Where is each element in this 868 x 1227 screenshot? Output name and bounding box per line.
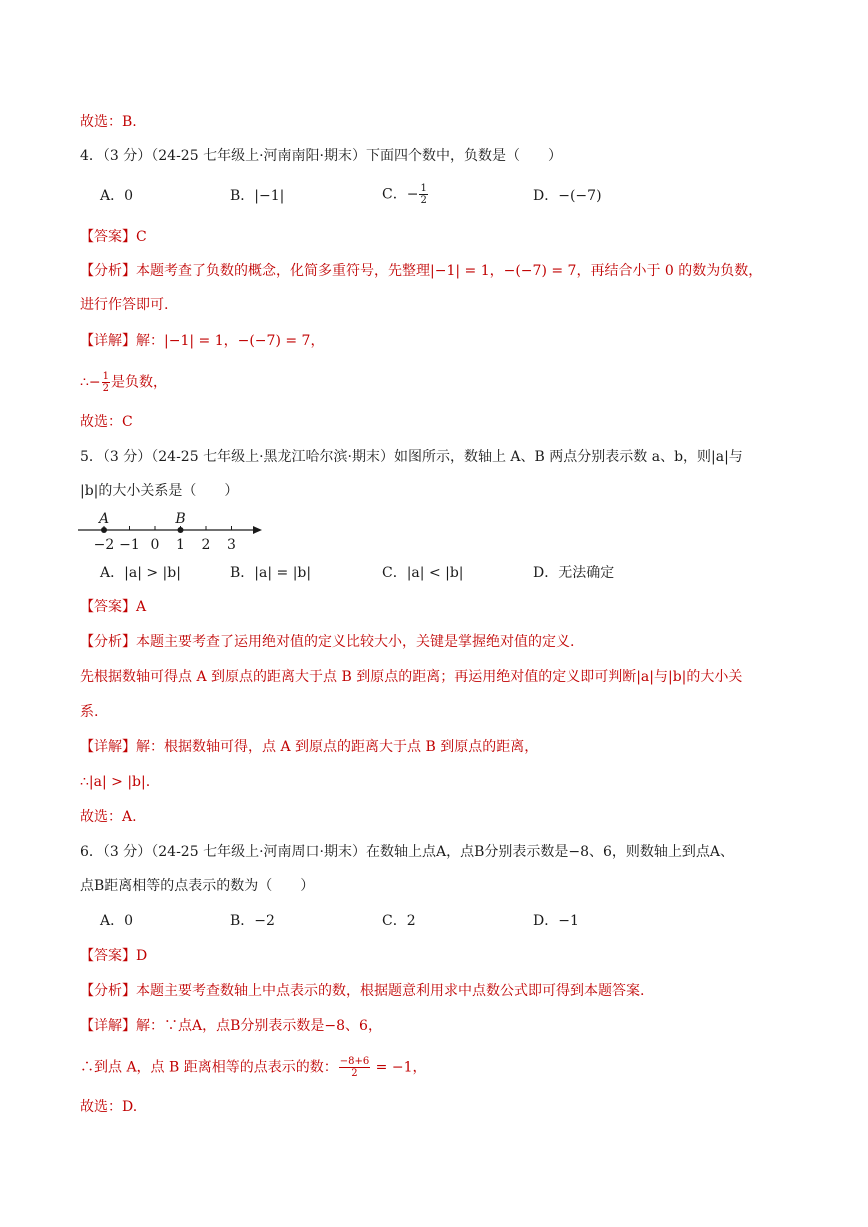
option-value: 2 (406, 913, 416, 929)
option-value: |a| = |b| (254, 565, 312, 581)
q6-stem-line1: 6．（3 分）（24-25 七年级上·河南周口·期末）在数轴上点A，点B分别表示数是−8、6，则数轴上到点A、 (80, 844, 735, 860)
q5-final-answer: 故选：A. (80, 809, 137, 825)
q4-analysis-line2: 进行作答即可. (80, 297, 169, 313)
q6-final-answer: 故选：D. (80, 1099, 138, 1115)
option-value: |a| < |b| (406, 565, 464, 581)
q6-option-a (100, 911, 133, 931)
option-value: |−1| (254, 188, 285, 204)
fraction-numerator: −8+6 (339, 1056, 370, 1067)
q6-detail-line2 (80, 1056, 427, 1079)
option-letter: D． (533, 913, 559, 929)
point-b-dot (178, 527, 184, 533)
q3-final-answer: 故选：B. (80, 114, 137, 130)
point-a-label: A (98, 511, 110, 527)
option-value: 0 (124, 913, 134, 929)
option-letter: B． (230, 188, 255, 204)
fraction-numerator: 1 (102, 371, 110, 382)
detail-prefix: ∴到点 A，点 B 距离相等的点表示的数： (80, 1059, 338, 1076)
axis-tick-label: −2 (93, 537, 115, 553)
q5-analysis-line2: 先根据数轴可得点 A 到原点的距离大于点 B 到原点的距离；再运用绝对值的定义即可判断|a|与|b|的大小关 (80, 669, 743, 685)
q6-analysis-line1 (80, 981, 644, 1001)
axis-tick-label: 3 (227, 537, 236, 553)
q5-stem-line1: 5．（3 分）（24-25 七年级上·黑龙江哈尔滨·期末）如图所示，数轴上 A、B 两点分别表示数 a、b，则|a|与 (80, 449, 743, 465)
point-a-dot (101, 527, 107, 533)
detail-suffix: = −1， (371, 1059, 427, 1076)
axis-tick-label: 2 (201, 537, 211, 553)
option-sign: − (406, 186, 419, 203)
detail-tag: 【详解】 (80, 333, 136, 349)
option-letter: B． (230, 913, 255, 929)
q6-stem-line2: 点B距离相等的点表示的数为（ ） (80, 878, 315, 894)
option-letter: B． (230, 565, 255, 581)
q5-stem-line2: |b|的大小关系是（ ） (80, 483, 239, 499)
q5-detail-line1 (80, 737, 538, 757)
detail-prefix: ∴− (80, 374, 101, 391)
analysis-text: 本题主要考查数轴上中点表示的数，根据题意利用求中点数公式即可得到本题答案. (136, 983, 645, 999)
q4-answer: 【答案】C (80, 229, 147, 245)
q4-stem: 4．（3 分）（24-25 七年级上·河南南阳·期末）下面四个数中，负数是（ ） (80, 148, 562, 164)
option-value: 0 (124, 188, 134, 204)
fraction-denominator: 2 (420, 195, 427, 206)
detail-text: 解：∵点A，点B分别表示数是−8、6， (136, 1018, 382, 1034)
q6-option-b (230, 911, 275, 931)
analysis-tag: 【分析】 (80, 983, 136, 999)
q5-answer: 【答案】A (80, 599, 147, 615)
analysis-tag: 【分析】 (80, 263, 136, 279)
axis-tick-label: 1 (176, 537, 185, 553)
option-letter: C． (382, 186, 407, 203)
q4-option-a (100, 186, 133, 206)
option-value: |a| > |b| (124, 565, 181, 581)
axis-tick-label: −1 (119, 537, 140, 553)
detail-suffix: 是负数， (111, 374, 168, 391)
option-letter: A． (100, 913, 125, 929)
option-letter: A． (100, 565, 125, 581)
option-letter: A． (100, 188, 125, 204)
q5-option-b (230, 563, 311, 583)
q4-final-answer: 故选：C (80, 414, 133, 430)
q4-analysis-line1 (80, 261, 762, 281)
q6-answer: 【答案】D (80, 948, 148, 964)
detail-text: 解：|−1| = 1，−(−7) = 7， (136, 333, 325, 349)
option-value: −1 (558, 913, 579, 929)
fraction-denominator: 2 (351, 1068, 358, 1079)
option-letter: D． (533, 188, 559, 204)
q5-analysis-line1 (80, 632, 574, 652)
fraction (419, 183, 427, 206)
q4-detail-line2 (80, 371, 167, 394)
axis-arrow (253, 526, 262, 534)
q6-option-c (382, 911, 416, 931)
q4-detail-line1 (80, 331, 324, 351)
option-letter: C． (382, 565, 407, 581)
q4-option-c (382, 183, 429, 206)
fraction (102, 371, 110, 394)
q4-option-d (533, 186, 602, 206)
point-b-label: B (175, 511, 186, 527)
detail-tag: 【详解】 (80, 739, 136, 755)
option-value: −2 (254, 913, 275, 929)
fraction-numerator: 1 (420, 183, 427, 194)
axis-tick-label: 0 (150, 537, 160, 553)
fraction-denominator: 2 (102, 383, 110, 394)
q5-option-a (100, 563, 181, 583)
option-letter: D． (533, 565, 559, 581)
analysis-tag: 【分析】 (80, 634, 136, 650)
fraction (339, 1056, 370, 1079)
q5-option-d (533, 563, 614, 583)
option-letter: C． (382, 913, 407, 929)
q5-option-c (382, 563, 464, 583)
q6-detail-line1 (80, 1016, 382, 1036)
number-line-figure (72, 505, 272, 555)
analysis-text: 本题考查了负数的概念，化简多重符号，先整理|−1| = 1，−(−7) = 7，再结合小于 0 的数为负数， (136, 263, 763, 279)
q6-option-d (533, 911, 579, 931)
q5-analysis-line3: 系. (80, 704, 99, 720)
analysis-text: 本题主要考查了运用绝对值的定义比较大小，关键是掌握绝对值的定义. (136, 634, 575, 650)
q5-detail-line2: ∴|a| > |b|. (80, 774, 151, 790)
option-value: 无法确定 (558, 565, 615, 581)
q4-option-b (230, 186, 284, 206)
option-value: −(−7) (558, 188, 602, 204)
detail-text: 解：根据数轴可得，点 A 到原点的距离大于点 B 到原点的距离， (136, 739, 539, 755)
detail-tag: 【详解】 (80, 1018, 136, 1034)
